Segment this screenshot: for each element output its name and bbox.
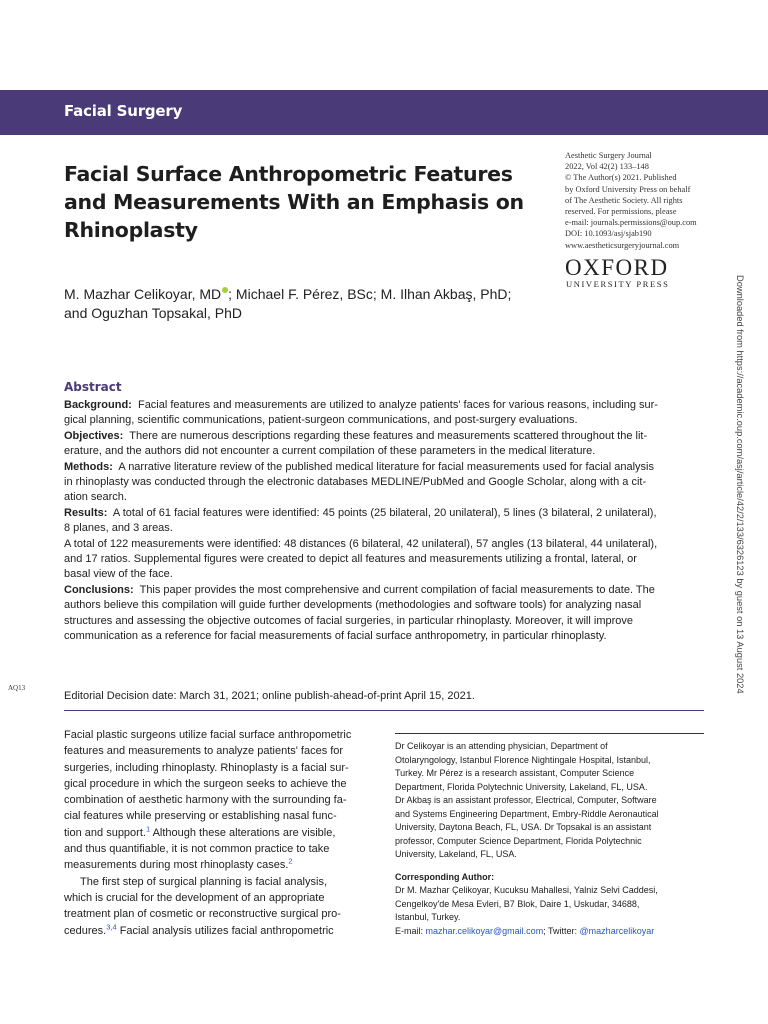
journal-url[interactable]: www.aestheticsurgeryjournal.com bbox=[565, 240, 680, 250]
abstract-line: gical planning, scientific communications, patient-surgeon communications, and post-surgery evaluations. bbox=[64, 414, 578, 427]
citation-ref[interactable]: 2 bbox=[288, 856, 293, 866]
address-line: Istanbul, Turkey. bbox=[395, 912, 461, 922]
journal-info bbox=[565, 150, 725, 251]
affiliation-line: University, Daytona Beach, FL, USA. Dr Topsakal is an assistant bbox=[395, 822, 652, 832]
author-list bbox=[64, 285, 544, 323]
abstract-text: This paper provides the most comprehensive and current compilation of facial measurements to date. The bbox=[139, 583, 655, 596]
abstract-line: basal view of the face. bbox=[64, 568, 173, 581]
download-notice: Downloaded from https://academic.oup.com/asj/article/42/2/133/6326123 by guest on 13 August 2024 bbox=[735, 275, 745, 694]
body-line: Facial plastic surgeons utilize facial surface anthropometric bbox=[64, 729, 352, 741]
abstract-line bbox=[64, 460, 709, 475]
affiliation-line: Turkey. Mr Pérez is a research assistant, Computer Science bbox=[395, 768, 635, 778]
section-title: Facial Surgery bbox=[64, 102, 183, 120]
permissions-email[interactable]: e-mail: journals.permissions@oup.com bbox=[565, 218, 697, 228]
corresponding-label: Corresponding Author: bbox=[395, 871, 495, 882]
email-label: E-mail: bbox=[395, 925, 426, 936]
body-line: cial features while preserving or establishing nasal func- bbox=[64, 810, 337, 823]
background-label: Background: bbox=[64, 399, 132, 411]
body-line: gical procedure in which the surgeon seeks to achieve the bbox=[64, 777, 347, 790]
body-line: combination of aesthetic harmony with the surrounding fa- bbox=[64, 794, 347, 807]
body-line: treatment plan of cosmetic or reconstructive surgical pro- bbox=[64, 908, 341, 921]
address-line: Dr M. Mazhar Çelikoyar, Kucuksu Mahallesi, Yalniz Selvi Caddesi, bbox=[395, 885, 658, 895]
abstract-body bbox=[64, 398, 709, 645]
author-line bbox=[64, 285, 544, 304]
objectives-label: Objectives: bbox=[64, 429, 124, 442]
editorial-decision: Editorial Decision date: March 31, 2021; online publish-ahead-of-print April 15, 2021. bbox=[64, 690, 475, 702]
methods-label: Methods: bbox=[64, 460, 113, 473]
abstract-line: authors believe this compilation will guide further developments (methodologies and software tools) for analyzing nasal bbox=[64, 599, 642, 612]
divider bbox=[395, 733, 704, 734]
abstract-line bbox=[64, 583, 709, 598]
body-text-run: tion and support. bbox=[64, 826, 146, 839]
copyright-line: of The Aesthetic Society. All rights bbox=[565, 195, 683, 205]
body-text-run: measurements during most rhinoplasty cases. bbox=[64, 859, 289, 872]
body-line: and thus quantifiable, it is not common practice to take bbox=[64, 843, 330, 856]
twitter-link[interactable]: @mazharcelikoyar bbox=[579, 925, 655, 936]
spacer bbox=[395, 862, 705, 871]
affiliation-line: Otolaryngology, Istanbul Florence Nightingale Hospital, Istanbul, bbox=[395, 754, 651, 765]
body-line bbox=[64, 825, 374, 841]
author-line: and Oguzhan Topsakal, PhD bbox=[64, 305, 242, 321]
body-line: surgeries, including rhinoplasty. Rhinoplasty is a facial sur- bbox=[64, 761, 349, 774]
journal-name: Aesthetic Surgery Journal bbox=[565, 151, 652, 160]
body-line: The first step of surgical planning is facial analysis, bbox=[80, 875, 328, 888]
abstract-line: A total of 122 measurements were identified: 48 distances (6 bilateral, 42 unilateral), 57 angles (13 bilateral, 44 unilateral), bbox=[64, 537, 658, 550]
affiliation-line: and Systems Engineering Department, Embry-Riddle Aeronautical bbox=[395, 808, 659, 819]
affiliation-line: Dr Celikoyar is an attending physician, Department of bbox=[395, 741, 608, 751]
abstract-text: A total of 61 facial features were identified: 45 points (25 bilateral, 20 unilateral), 5 lines (3 bilateral, 2 unilateral), bbox=[112, 506, 657, 519]
abstract-line: communication as a reference for facial measurements of facial surface anthropometry, in particular rhinoplasty. bbox=[64, 630, 607, 643]
author-query-marker: AQ13 bbox=[8, 684, 26, 692]
abstract-line: in rhinoplasty was conducted through the electronic databases MEDLINE/PubMed and Google Scholar, along with a cit- bbox=[64, 476, 647, 489]
body-line bbox=[64, 923, 374, 939]
abstract-line bbox=[64, 429, 709, 444]
body-line bbox=[64, 857, 374, 873]
twitter-label: ; Twitter: bbox=[543, 925, 580, 936]
article-title bbox=[64, 160, 524, 244]
body-text bbox=[64, 727, 374, 939]
affiliation-line: Dr Akbaş is an assistant professor, Electrical, Computer, Software bbox=[395, 795, 657, 805]
body-line: features and measurements to analyze patients' faces for bbox=[64, 745, 344, 758]
contact-line bbox=[395, 925, 705, 939]
copyright-line: © The Author(s) 2021. Published bbox=[565, 173, 677, 183]
address-line: Cengelkoy'de Mesa Evleri, B7 Blok, Daire 1, Uskudar, 34688, bbox=[395, 898, 640, 909]
body-line: which is crucial for the development of an appropriate bbox=[64, 891, 325, 904]
affiliation-line: Department, Florida Polytechnic University, Lakeland, FL, USA. bbox=[395, 781, 648, 792]
body-text-run: Although these alterations are visible, bbox=[150, 826, 336, 839]
abstract-heading: Abstract bbox=[64, 380, 122, 394]
corresponding-heading bbox=[395, 871, 705, 885]
title-line: and Measurements With an Emphasis on bbox=[64, 190, 524, 214]
abstract-line: 8 planes, and 3 areas. bbox=[64, 522, 173, 535]
publisher-logo-subtitle: UNIVERSITY PRESS bbox=[566, 279, 670, 289]
results-label: Results: bbox=[64, 506, 108, 519]
abstract-text: Facial features and measurements are utilized to analyze patients' faces for various reasons, including sur- bbox=[137, 399, 658, 411]
citation-ref[interactable]: 1 bbox=[145, 824, 151, 834]
affiliation-line: professor, Computer Science Department, Florida Polytechnic bbox=[395, 835, 642, 846]
divider bbox=[64, 710, 704, 711]
publisher-logo: OXFORD bbox=[565, 255, 669, 280]
abstract-text: There are numerous descriptions regarding these features and measurements scattered throughout the lit- bbox=[129, 429, 648, 442]
abstract-line bbox=[64, 506, 709, 521]
email-link[interactable]: mazhar.celikoyar@gmail.com bbox=[425, 925, 544, 936]
title-line: Rhinoplasty bbox=[64, 218, 198, 242]
citation-ref[interactable]: 3,4 bbox=[106, 921, 117, 931]
section-banner bbox=[0, 90, 768, 135]
copyright-line: by Oxford University Press on behalf bbox=[565, 184, 691, 194]
affiliation-line: University, Lakeland, FL, USA. bbox=[395, 849, 517, 859]
body-text-run: cedures. bbox=[64, 924, 107, 937]
doi[interactable]: DOI: 10.1093/asj/sjab190 bbox=[565, 229, 652, 239]
abstract-line bbox=[64, 398, 709, 413]
title-line: Facial Surface Anthropometric Features bbox=[64, 162, 513, 186]
abstract-line: ation search. bbox=[64, 491, 127, 504]
author-notes bbox=[395, 740, 705, 938]
journal-volume: 2022, Vol 42(2) 133–148 bbox=[565, 162, 649, 172]
abstract-text: A narrative literature review of the published medical literature for facial measurements used for facial analysis bbox=[118, 460, 654, 473]
body-text-run: Facial analysis utilizes facial anthropometric bbox=[116, 924, 334, 937]
abstract-line: and 17 ratios. Supplemental figures were created to depict all features and measurements utilizing a frontal, lateral, or bbox=[64, 553, 637, 566]
copyright-line: reserved. For permissions, please bbox=[565, 207, 677, 217]
author-name: M. Mazhar Celikoyar, MD bbox=[64, 286, 222, 302]
abstract-line: erature, and the authors did not encounter a current compilation of these parameters in the medical literature. bbox=[64, 445, 596, 458]
conclusions-label: Conclusions: bbox=[64, 583, 134, 596]
abstract-line: structures and assessing the objective outcomes of facial surgeries, in particular rhinoplasty. Moreover, it will improve bbox=[64, 614, 633, 627]
author-names: ; Michael F. Pérez, BSc; M. Ilhan Akbaş, PhD; bbox=[228, 286, 512, 302]
